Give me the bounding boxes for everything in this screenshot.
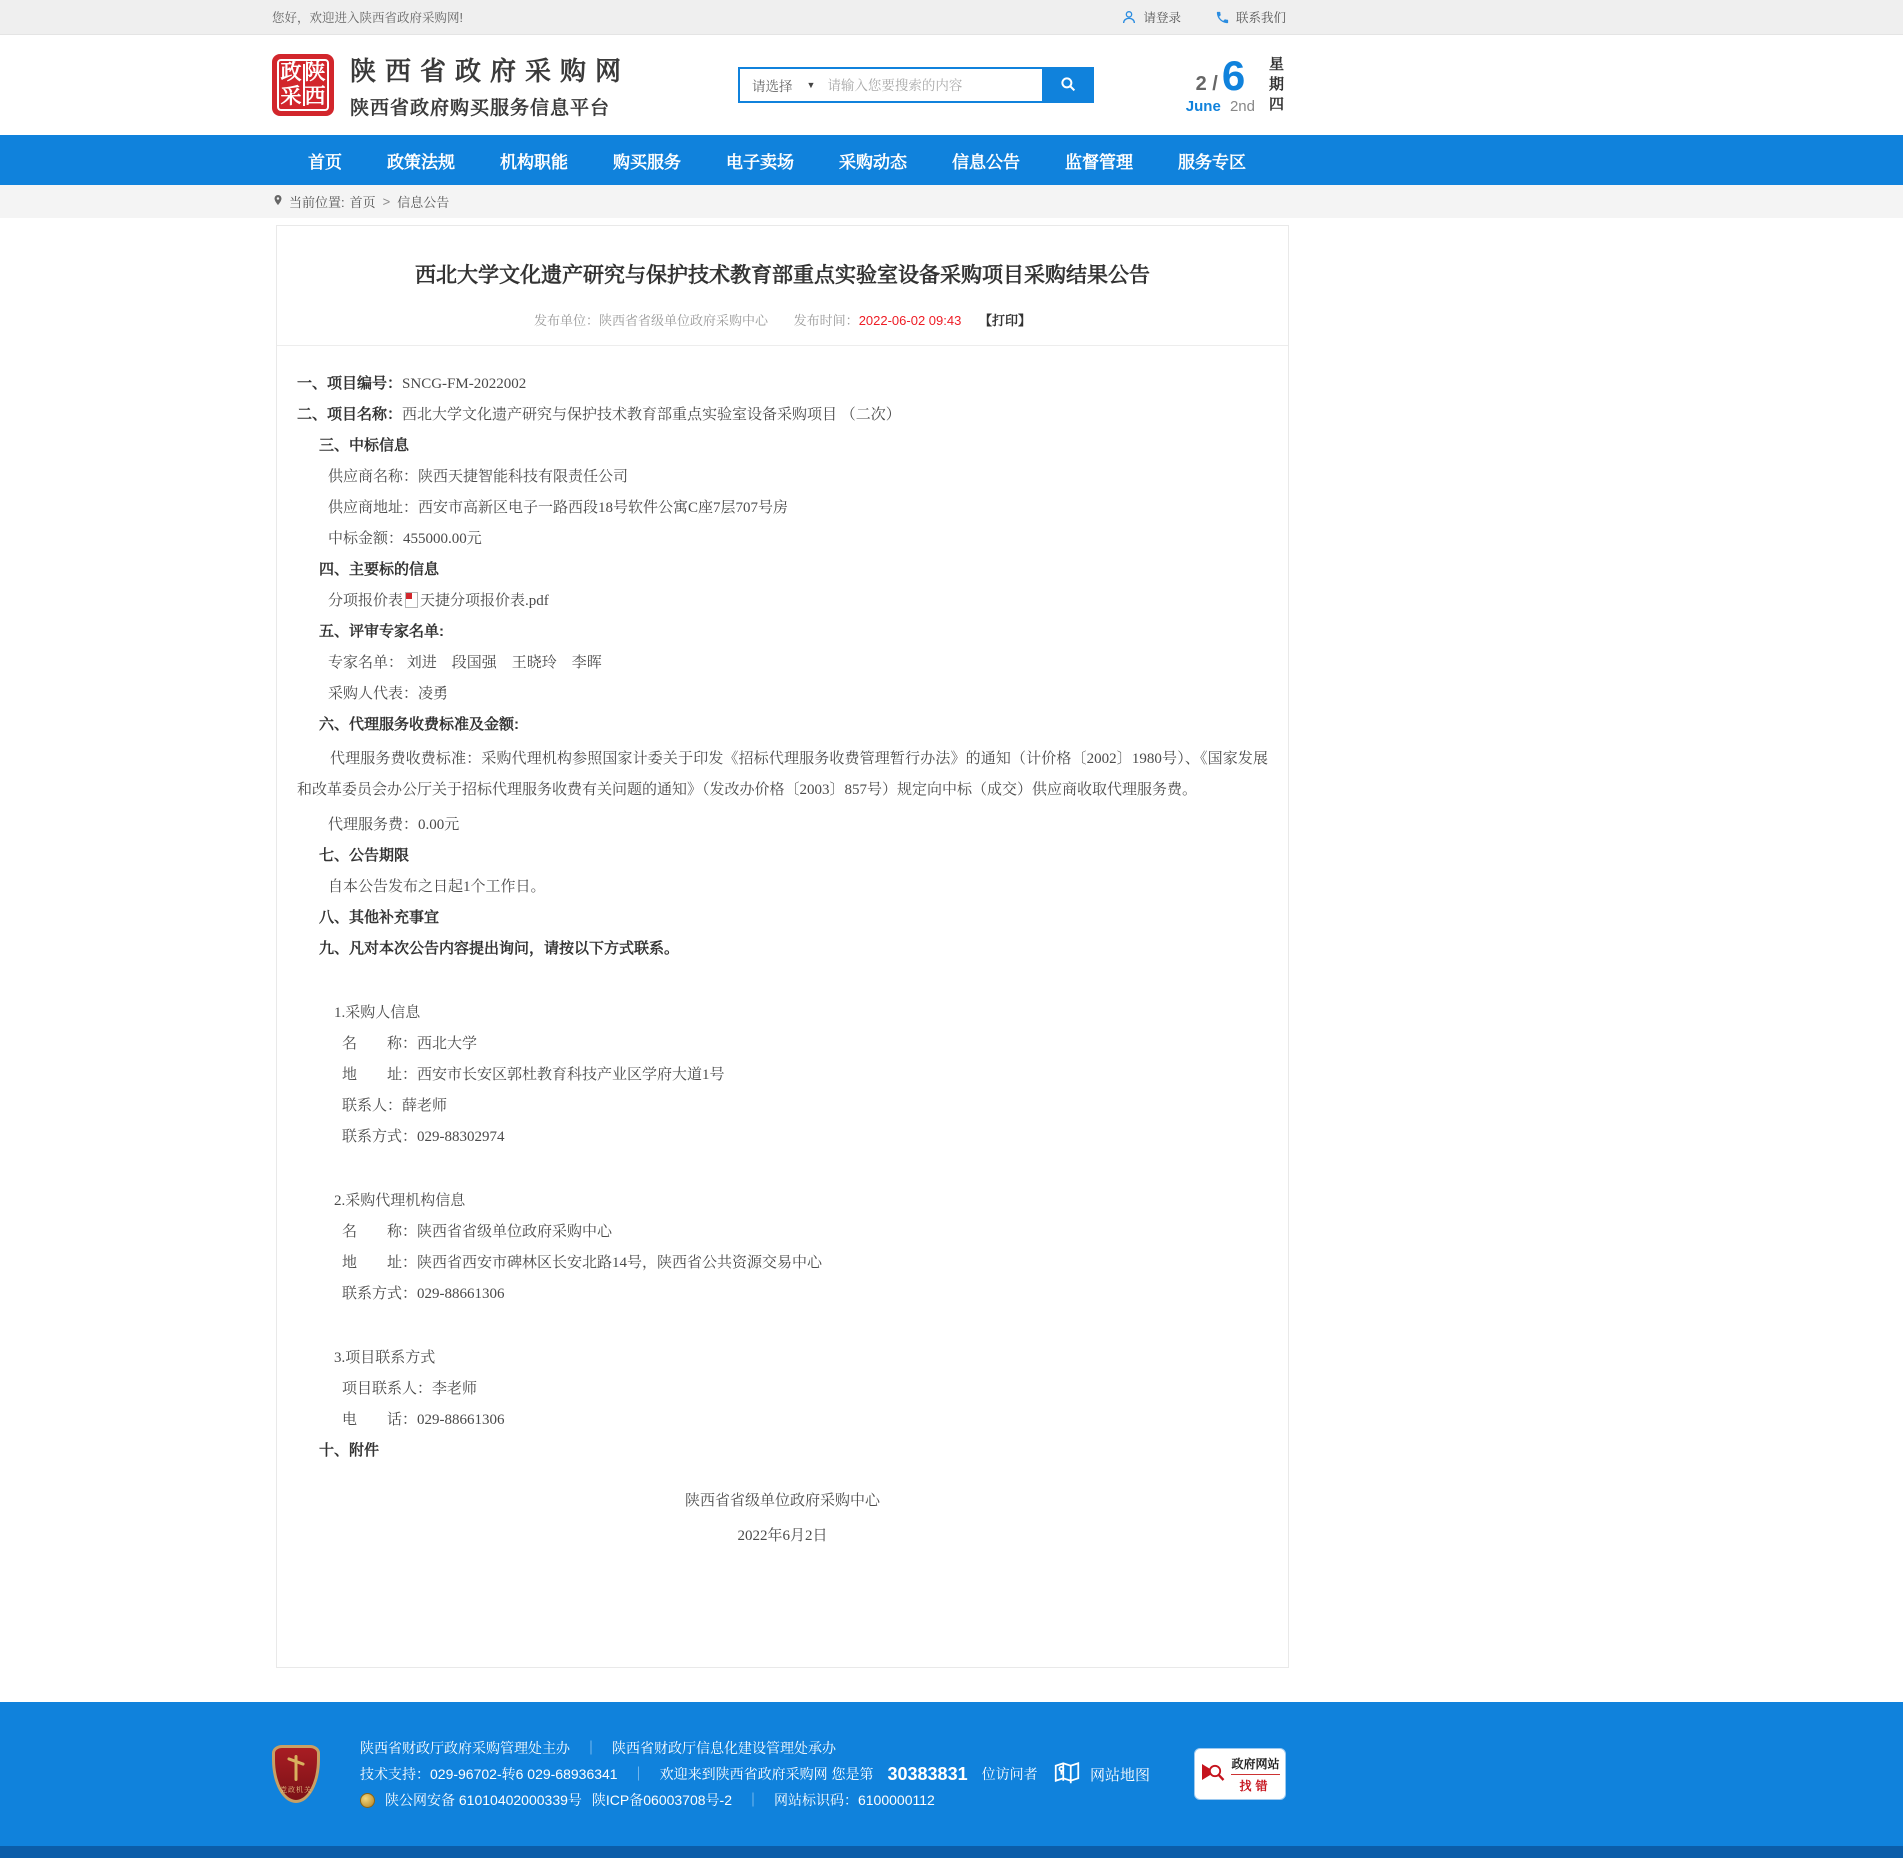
buyer-address-line: 地 址：西安市长安区郭杜教育科技产业区学府大道1号 bbox=[342, 1067, 725, 1083]
section-subject-heading: 四、主要标的信息 bbox=[319, 561, 440, 578]
fee-amount-line: 代理服务费：0.00元 bbox=[328, 817, 460, 833]
agency-name-line: 名 称：陕西省省级单位政府采购中心 bbox=[342, 1224, 613, 1240]
date-weekday: 星期四 bbox=[1269, 56, 1285, 113]
project-number-line: 一、项目编号：SNCG-FM-2022002 bbox=[297, 375, 527, 392]
user-icon bbox=[1121, 9, 1137, 25]
buyer-info-heading: 1.采购人信息 bbox=[334, 1005, 421, 1021]
top-bar bbox=[0, 0, 1903, 35]
search-category-select[interactable]: 请选择 ▼ bbox=[752, 79, 816, 94]
experts-line: 专家名单： 刘进 段国强 王晓玲 李晖 bbox=[328, 655, 602, 671]
project-contact-heading: 3.项目联系方式 bbox=[334, 1350, 436, 1366]
buyer-phone-line: 联系方式：029-88302974 bbox=[342, 1129, 505, 1145]
footer-organizers-line: 陕西省财政厅政府采购管理处主办 ｜ 陕西省财政厅信息化建设管理处承办 bbox=[360, 1740, 836, 1756]
signature-date: 2022年6月2日 bbox=[737, 1528, 828, 1544]
visitor-count: 30383831 bbox=[887, 1764, 968, 1784]
error-report-magnifier-icon bbox=[1200, 1759, 1226, 1790]
date-month-name: June bbox=[1185, 97, 1221, 115]
publish-time-value: 2022-06-02 09:43 bbox=[858, 313, 962, 328]
chevron-down-icon: ▼ bbox=[806, 80, 816, 90]
phone-icon bbox=[1215, 10, 1230, 25]
agency-phone-line: 联系方式：029-88661306 bbox=[342, 1286, 505, 1302]
date-widget bbox=[1185, 51, 1286, 115]
supplier-name-line: 供应商名称：陕西天捷智能科技有限责任公司 bbox=[328, 469, 629, 485]
search-icon bbox=[1059, 75, 1077, 96]
welcome-text: 您好，欢迎进入陕西省政府采购网! bbox=[272, 11, 463, 25]
publisher-label: 发布单位： bbox=[534, 313, 600, 328]
award-amount-line: 中标金额：455000.00元 bbox=[328, 531, 482, 547]
nav-item-announcements[interactable]: 信息公告 bbox=[952, 152, 1020, 172]
attachment-file-link[interactable]: 天捷分项报价表.pdf bbox=[420, 593, 549, 609]
search-button[interactable] bbox=[1042, 67, 1094, 103]
fee-standard-paragraph: 代理服务费收费标准：采购代理机构参照国家计委关于印发《招标代理服务收费管理暂行办法》的通知（计价格〔2002〕1980号）、《国家发展和改革委员会办公厅关于招标代理服务收费有关问题的通知》（发改办价格〔2003〕857号）规定向中标（成交）供应商收取代理服务费。 bbox=[297, 751, 1268, 798]
public-security-record[interactable]: 陕公网安备 61010402000339号 bbox=[385, 1792, 582, 1808]
nav-item-functions[interactable]: 机构职能 bbox=[500, 152, 568, 172]
section-award-heading: 三、中标信息 bbox=[319, 437, 410, 454]
period-text-line: 自本公告发布之日起1个工作日。 bbox=[328, 879, 546, 895]
publisher-value: 陕西省省级单位政府采购中心 bbox=[599, 313, 769, 328]
footer-registration-line: 陕公网安备 61010402000339号 陕ICP备06003708号-2 ｜ 网站标识码：6100000112 bbox=[360, 1787, 1038, 1813]
print-button[interactable]: 【打印】 bbox=[978, 313, 1031, 328]
nav-item-purchase-services[interactable]: 购买服务 bbox=[613, 152, 681, 172]
divider bbox=[277, 345, 1288, 346]
site-identifier: 网站标识码：6100000112 bbox=[773, 1792, 935, 1808]
nav-item-procurement-news[interactable]: 采购动态 bbox=[839, 152, 907, 172]
article-body bbox=[277, 372, 1288, 1545]
footer-bottom-strip bbox=[0, 1846, 1903, 1858]
signature-organization: 陕西省省级单位政府采购中心 bbox=[684, 1493, 880, 1509]
error-report-badge[interactable]: 政府网站 找错 bbox=[1194, 1748, 1286, 1800]
date-day-number: 6 bbox=[1221, 51, 1246, 99]
nav-item-home[interactable]: 首页 bbox=[308, 152, 342, 172]
site-footer bbox=[0, 1702, 1903, 1846]
article-meta bbox=[277, 310, 1288, 329]
site-header bbox=[0, 35, 1903, 135]
project-name-line: 二、项目名称：西北大学文化遗产研究与保护技术教育部重点实验室设备采购项目 （二次） bbox=[297, 406, 901, 423]
section-period-heading: 七、公告期限 bbox=[319, 847, 410, 864]
publish-time-label: 发布时间： bbox=[793, 313, 859, 328]
site-name: 陕西省政府采购网 bbox=[350, 55, 631, 86]
nav-item-e-mall[interactable]: 电子卖场 bbox=[726, 152, 794, 172]
agency-info-heading: 2.采购代理机构信息 bbox=[334, 1193, 466, 1209]
login-link[interactable]: 请登录 bbox=[1121, 8, 1181, 26]
pdf-attachment-icon bbox=[405, 592, 418, 608]
breadcrumb-current[interactable]: 信息公告 bbox=[397, 195, 450, 210]
project-contact-line: 项目联系人：李老师 bbox=[342, 1381, 478, 1397]
attachment-line bbox=[297, 589, 1268, 613]
breadcrumb bbox=[0, 185, 1903, 218]
site-subtitle: 陕西省政府购买服务信息平台 bbox=[350, 97, 611, 119]
buyer-name-line: 名 称：西北大学 bbox=[342, 1036, 478, 1052]
breadcrumb-label: 当前位置: bbox=[289, 195, 345, 210]
section-appendix-heading: 十、附件 bbox=[319, 1442, 380, 1459]
location-pin-icon bbox=[272, 193, 284, 210]
announcement-card bbox=[276, 225, 1289, 1668]
sitemap-icon bbox=[1052, 1757, 1082, 1791]
nav-item-policies[interactable]: 政策法规 bbox=[387, 152, 455, 172]
search-bar bbox=[738, 67, 1094, 103]
icp-record[interactable]: 陕ICP备06003708号-2 bbox=[591, 1792, 732, 1808]
agency-address-line: 地 址：陕西省西安市碑林区长安北路14号，陕西省公共资源交易中心 bbox=[342, 1255, 823, 1271]
buyer-contact-line: 联系人：薛老师 bbox=[342, 1098, 448, 1114]
nav-item-supervision[interactable]: 监督管理 bbox=[1065, 152, 1133, 172]
breadcrumb-home-link[interactable]: 首页 bbox=[349, 195, 376, 210]
breadcrumb-separator: > bbox=[382, 194, 391, 209]
attachment-prefix: 分项报价表 bbox=[328, 593, 404, 609]
date-month-number: 2 / bbox=[1195, 72, 1218, 95]
nav-item-service-zone[interactable]: 服务专区 bbox=[1178, 152, 1246, 172]
section-other-heading: 八、其他补充事宜 bbox=[319, 909, 440, 926]
search-input[interactable] bbox=[827, 78, 1042, 93]
police-badge-icon bbox=[360, 1793, 375, 1808]
section-inquiry-heading: 九、凡对本次公告内容提出询问，请按以下方式联系。 bbox=[319, 940, 680, 957]
date-day-ordinal: 2nd bbox=[1229, 97, 1255, 115]
site-logo[interactable]: 政 陕 采 西 bbox=[272, 54, 334, 116]
footer-support-line: 技术支持：029-96702-转6 029-68936341 ｜ 欢迎来到陕西省政府采购网 您是第 30383831 位访问者 bbox=[360, 1761, 1038, 1787]
section-fee-heading: 六、代理服务收费标准及金额: bbox=[319, 716, 519, 733]
section-experts-heading: 五、评审专家名单: bbox=[319, 623, 444, 640]
party-government-emblem-icon: 党政机关 bbox=[272, 1745, 320, 1803]
sitemap-link[interactable]: 网站地图 bbox=[1052, 1757, 1150, 1791]
page-title: 西北大学文化遗产研究与保护技术教育部重点实验室设备采购项目采购结果公告 bbox=[415, 264, 1150, 287]
buyer-rep-line: 采购人代表：凌勇 bbox=[328, 686, 449, 702]
main-nav bbox=[0, 135, 1903, 185]
supplier-address-line: 供应商地址：西安市高新区电子一路西段18号软件公寓C座7层707号房 bbox=[328, 500, 789, 516]
project-phone-line: 电 话：029-88661306 bbox=[342, 1412, 505, 1428]
contact-link[interactable]: 联系我们 bbox=[1215, 8, 1286, 26]
